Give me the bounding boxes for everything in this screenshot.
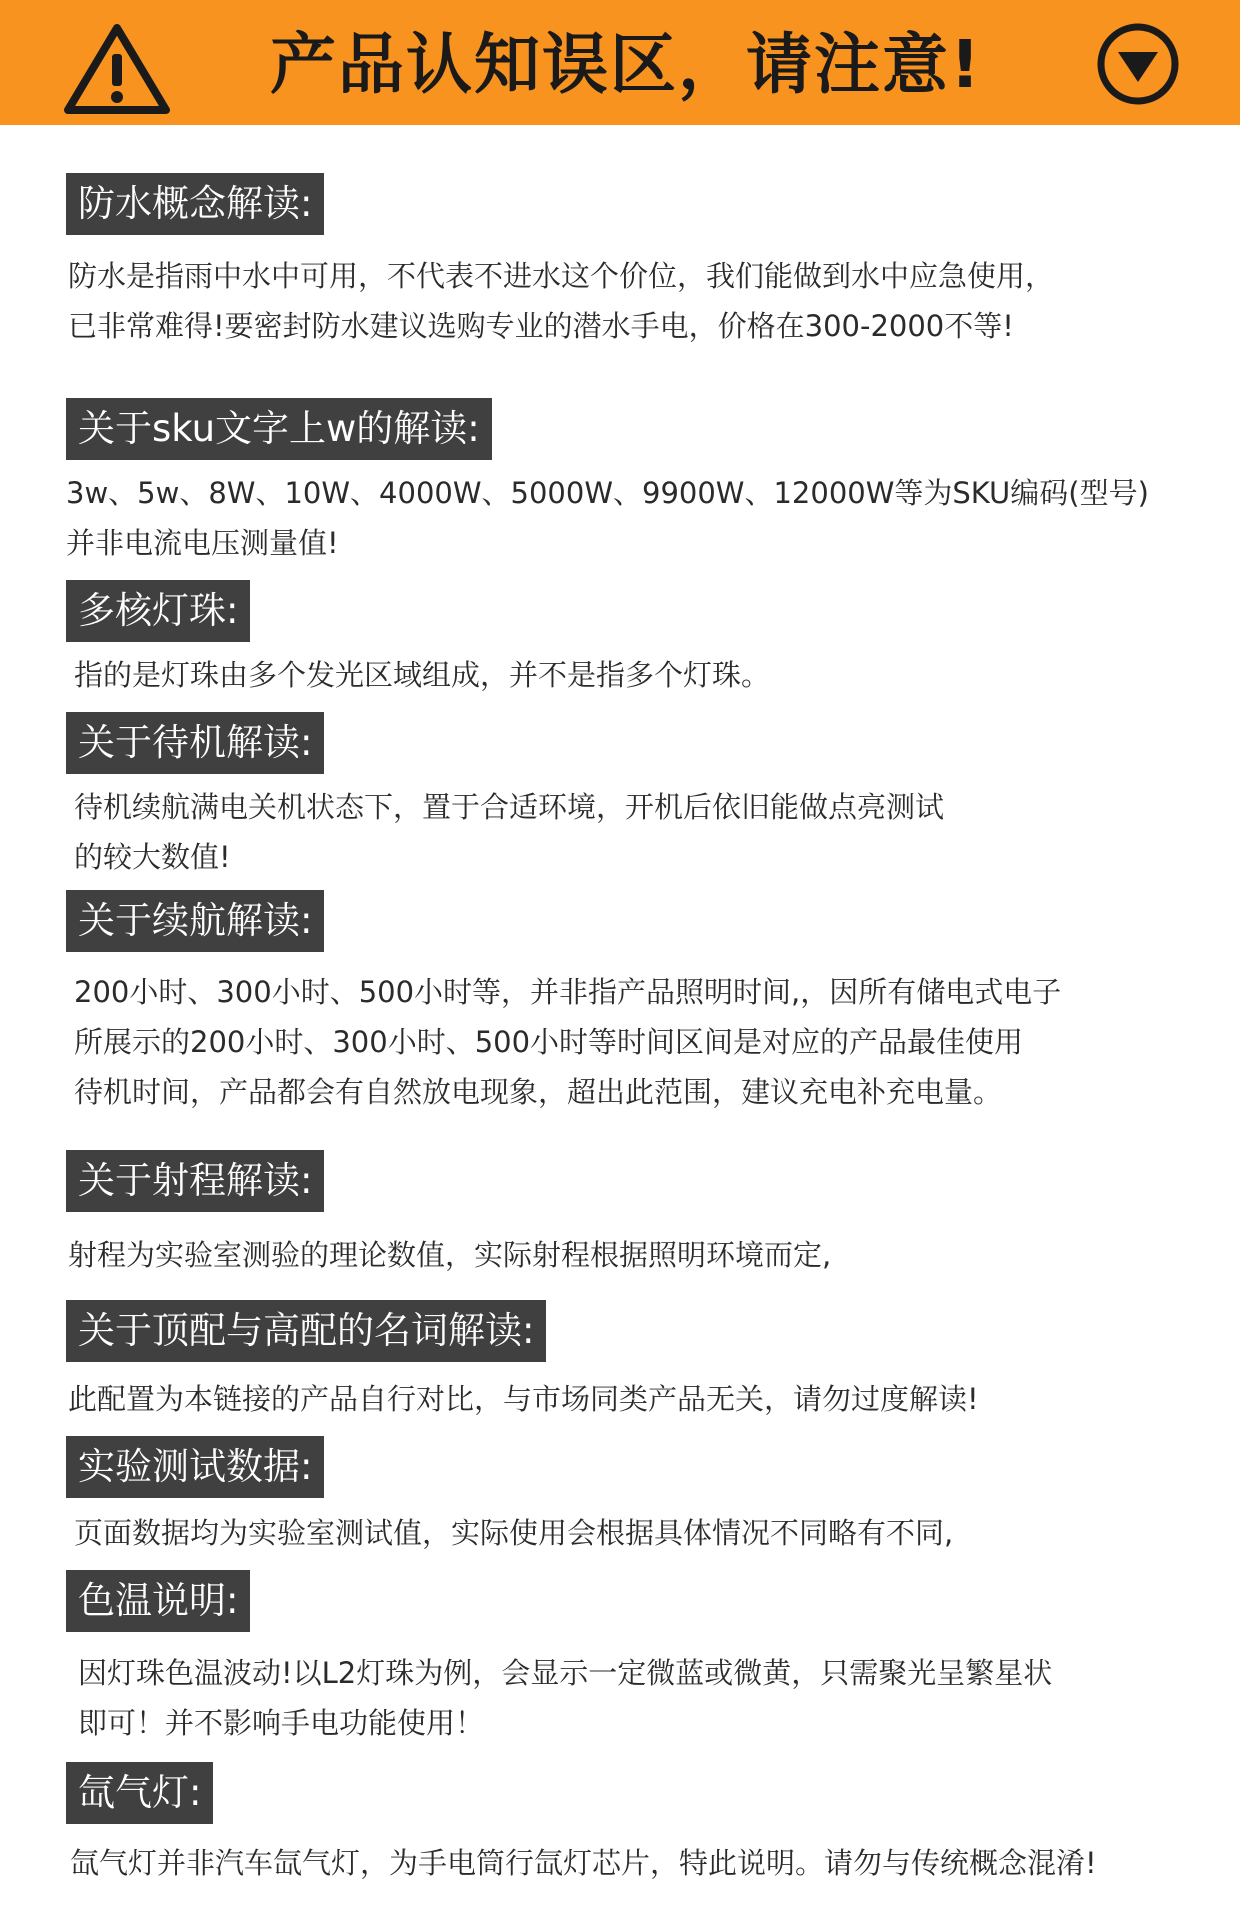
section-text	[68, 1374, 979, 1424]
section-text	[66, 468, 1149, 568]
warning-triangle-icon	[62, 22, 172, 118]
section-text	[74, 967, 1061, 1117]
section-text	[70, 1838, 1097, 1888]
text-line: 3w、5w、8W、10W、4000W、5000W、9900W、12000W等为SKU编码(型号)	[66, 476, 1149, 510]
text-line: 待机续航满电关机状态下，置于合适环境，开机后依旧能做点亮测试	[74, 790, 945, 824]
section-text	[74, 1508, 953, 1558]
text-line: 并非电流电压测量值!	[66, 526, 339, 560]
section-title: 多核灯珠:	[66, 580, 250, 642]
down-arrow-circle-icon	[1096, 22, 1180, 106]
text-line: 页面数据均为实验室测试值，实际使用会根据具体情况不同略有不同,	[74, 1516, 954, 1550]
text-line: 已非常难得!要密封防水建议选购专业的潜水手电，价格在300-2000不等!	[68, 309, 1014, 343]
section-title: 关于顶配与高配的名词解读:	[66, 1300, 546, 1362]
section-text	[74, 782, 944, 882]
section-text	[78, 1648, 1052, 1748]
text-line: 此配置为本链接的产品自行对比，与市场同类产品无关，请勿过度解读!	[68, 1382, 979, 1416]
header-banner	[0, 0, 1240, 125]
text-line: 200小时、300小时、500小时等，并非指产品照明时间,，因所有储电式电子	[74, 975, 1062, 1009]
text-line: 即可！并不影响手电功能使用！	[78, 1706, 485, 1740]
section-text	[68, 1230, 831, 1280]
section-title: 关于待机解读:	[66, 712, 324, 774]
text-line: 指的是灯珠由多个发光区域组成，并不是指多个灯珠。	[74, 658, 771, 692]
text-line: 氙气灯并非汽车氙气灯，为手电筒行氙灯芯片，特此说明。请勿与传统概念混淆!	[70, 1846, 1097, 1880]
text-line: 所展示的200小时、300小时、500小时等时间区间是对应的产品最佳使用	[74, 1025, 1024, 1059]
page-title: 产品认知误区，请注意!	[270, 26, 983, 103]
section-title: 关于续航解读:	[66, 890, 324, 952]
section-text	[68, 251, 1054, 351]
text-line: 防水是指雨中水中可用，不代表不进水这个价位，我们能做到水中应急使用，	[68, 259, 1055, 293]
section-text	[74, 650, 770, 700]
section-title: 氙气灯:	[66, 1762, 213, 1824]
text-line: 因灯珠色温波动!以L2灯珠为例，会显示一定微蓝或微黄，只需聚光呈繁星状	[78, 1656, 1053, 1690]
text-line: 待机时间，产品都会有自然放电现象，超出此范围，建议充电补充电量。	[74, 1075, 1003, 1109]
section-title: 色温说明:	[66, 1570, 250, 1632]
section-title: 防水概念解读:	[66, 173, 324, 235]
section-title: 实验测试数据:	[66, 1436, 324, 1498]
section-title: 关于sku文字上w的解读:	[66, 398, 492, 460]
text-line: 射程为实验室测验的理论数值，实际射程根据照明环境而定,	[68, 1238, 832, 1272]
text-line: 的较大数值!	[74, 840, 231, 874]
section-title: 关于射程解读:	[66, 1150, 324, 1212]
